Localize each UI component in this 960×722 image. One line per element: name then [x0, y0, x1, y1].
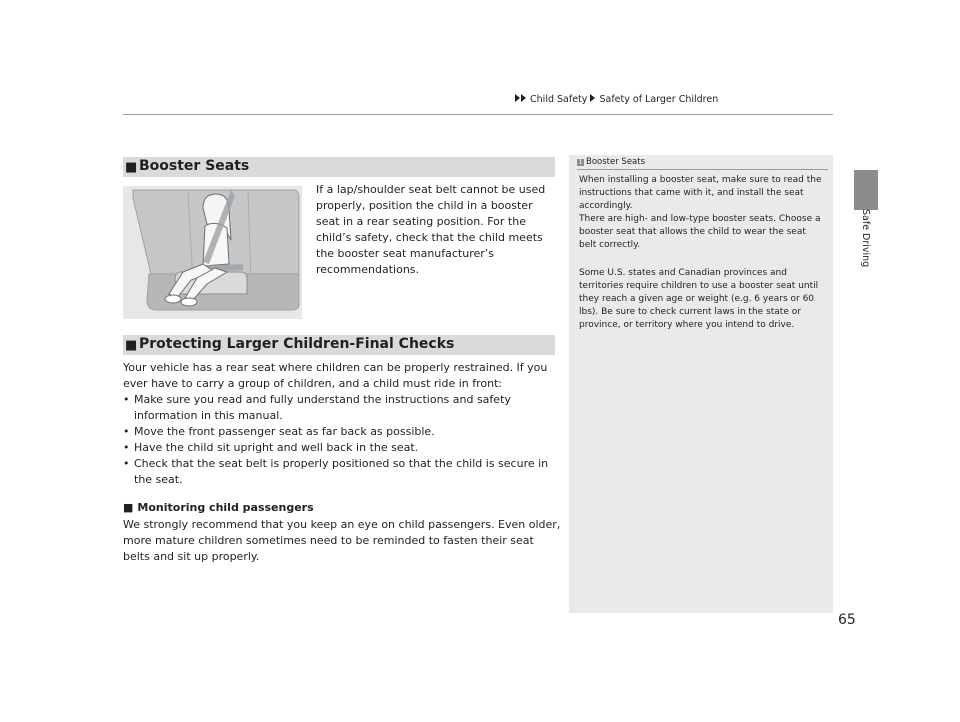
chapter-tab-label: Safe Driving	[860, 209, 871, 268]
breadcrumb	[515, 94, 718, 105]
note-paragraph-3: Some U.S. states and Canadian provinces and territories require children to use a booster seat until they reach a given age or weight (e.g. 6 years or 60 lbs). Be sure to check current laws in the state or province, or territory where you intend to drive.	[579, 268, 819, 330]
final-checks-intro: Your vehicle has a rear seat where children can be properly restrained. If you ever have to carry a group of children, and a child must ride in front:	[123, 361, 548, 390]
page-number: 65	[838, 612, 856, 628]
list-item: • Have the child sit upright and well back in the seat.	[123, 440, 563, 456]
note-divider	[577, 169, 828, 170]
child-in-booster-seat-illustration	[123, 186, 302, 319]
breadcrumb-arrow-icon	[515, 94, 520, 102]
note-paragraph-2: There are high- and low-type booster seats. Choose a booster seat that allows the child to wear the seat belt correctly.	[579, 214, 821, 250]
monitoring-heading-label: Monitoring child passengers	[137, 501, 314, 514]
chapter-tab[interactable]	[854, 205, 878, 285]
note-title	[577, 157, 645, 167]
monitoring-heading	[123, 501, 314, 514]
chapter-tab-marker	[854, 170, 878, 210]
final-checks-heading: Protecting Larger Children-Final Checks	[139, 336, 455, 352]
final-checks-heading-bar	[123, 335, 555, 355]
breadcrumb-child-safety[interactable]: Child Safety	[530, 94, 588, 105]
booster-seats-heading-bar	[123, 157, 555, 177]
note-paragraph-1: When installing a booster seat, make sure to read the instructions that came with it, and install the seat accordingly.	[579, 175, 822, 211]
note-ref-icon: 1	[578, 159, 583, 166]
booster-seats-heading: Booster Seats	[139, 158, 250, 174]
heading-marker-icon: ■	[123, 501, 134, 514]
list-item: • Make sure you read and fully understand the instructions and safety information in this manual.	[123, 392, 563, 424]
breadcrumb-arrow-icon	[521, 94, 526, 102]
monitoring-text: We strongly recommend that you keep an eye on child passengers. Even older, more mature children sometimes need to be reminded to fasten their seat belts and sit up properly.	[123, 518, 561, 563]
booster-seats-text: If a lap/shoulder seat belt cannot be used properly, position the child in a booster seat in a rear seating position. For the child’s safety, check that the child meets the booster seat manufacturer’s recommendations.	[316, 183, 546, 276]
note-title-label: Booster Seats	[586, 157, 646, 167]
list-item: • Check that the seat belt is properly positioned so that the child is secure in the seat.	[123, 456, 563, 488]
list-item: • Move the front passenger seat as far back as possible.	[123, 424, 563, 440]
breadcrumb-arrow-icon	[590, 94, 595, 102]
header-divider	[123, 114, 833, 115]
heading-marker-icon: ■	[125, 338, 138, 353]
breadcrumb-safety-of-larger-children[interactable]: Safety of Larger Children	[599, 94, 719, 105]
heading-marker-icon: ■	[125, 160, 138, 175]
final-checks-list	[123, 392, 563, 488]
